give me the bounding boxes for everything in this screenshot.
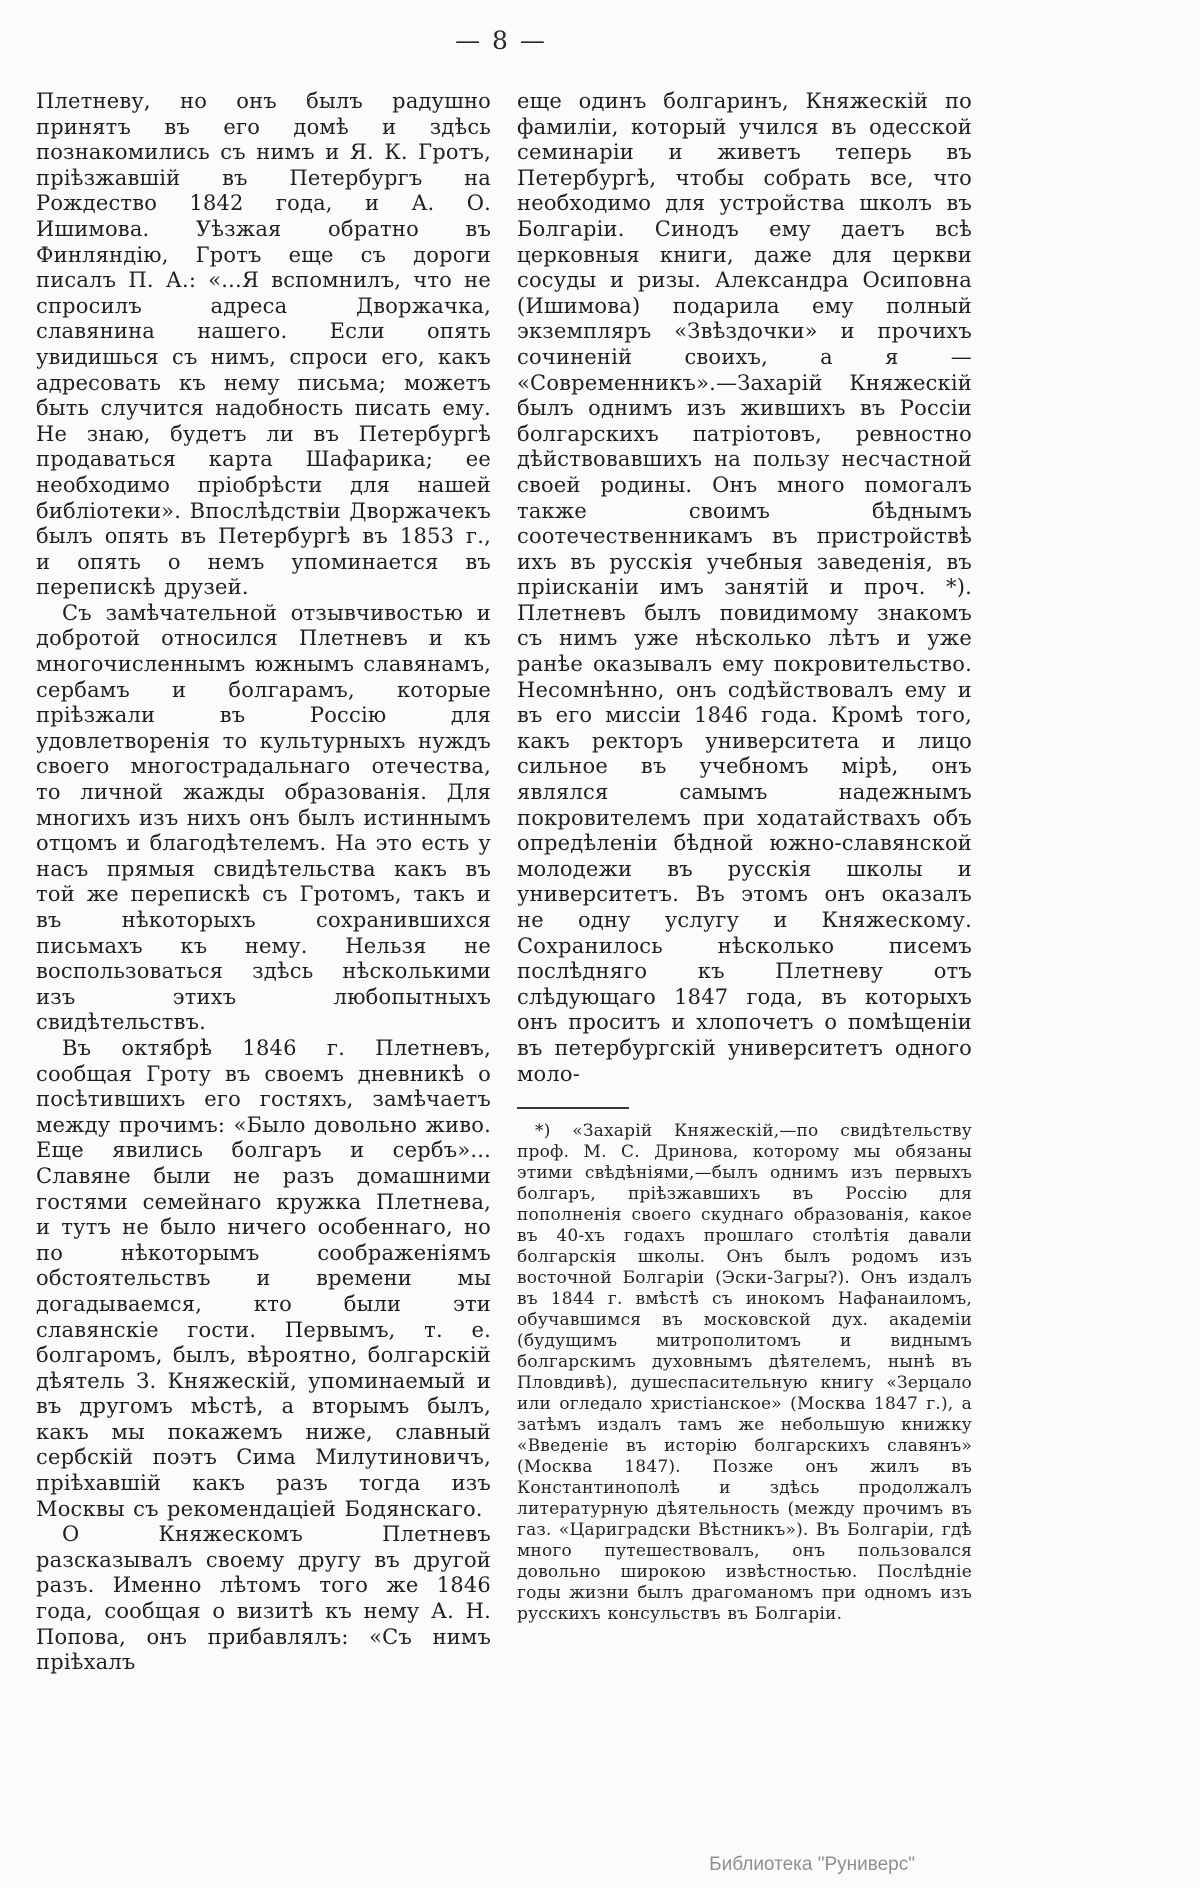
watermark: Библиотека "Руниверс" [709,1854,915,1875]
page-number: — 8 — [455,26,547,55]
left-text-column [36,89,491,1676]
paragraph: О Княжескомъ Плетневъ разсказывалъ своему другу въ другой разъ. Именно лѣтомъ того же 1846 года, сообщая о визитѣ къ нему А. Н. Попова, онъ прибавлялъ: «Съ нимъ пріѣхалъ [36,1522,491,1675]
text-columns [36,89,972,1676]
right-text-column [517,89,972,1676]
footnote-text: *) «Захарій Княжескій,—по свидѣтельству проф. М. С. Дринова, которому мы обязаны этими свѣдѣніями,—былъ однимъ изъ первыхъ болгаръ, пріѣзжавшихъ въ Россію для пополненія своего скуднаго образованія, какое въ 40-хъ годахъ прошлаго столѣтія давали болгарскія школы. Онъ былъ родомъ изъ восточной Болгаріи (Эски-Загры?). Онъ издалъ въ 1844 г. вмѣстѣ съ инокомъ Нафанаиломъ, обучавшимся въ московской дух. академіи (будущимъ митрополитомъ и виднымъ болгарскимъ духовнымъ дѣятелемъ, нынѣ въ Пловдивѣ), душеспасительную книгу «Зерцало или огледало христіанское» (Москва 1847 г.), а затѣмъ издалъ тамъ же небольшую книжку «Введеніе въ исторію болгарскихъ славянъ» (Москва 1847). Позже онъ жилъ въ Константинополѣ и здѣсь продолжалъ литературную дѣятельность (между прочимъ въ газ. «Цариградски Вѣстникъ»). Въ Болгаріи, гдѣ много путешествовалъ, онъ пользовался довольно широкою извѣстностью. Послѣдніе годы жизни былъ драгоманомъ при одномъ изъ русскихъ консульствъ въ Болгаріи. [517,1121,972,1625]
paragraph: Въ октябрѣ 1846 г. Плетневъ, сообщая Гроту въ своемъ дневникѣ о посѣтившихъ его гостяхъ, замѣчаетъ между прочимъ: «Было довольно живо. Еще явились болгаръ и сербъ»... Славяне были не разъ домашними гостями семейнаго кружка Плетнева, и тутъ не было ничего особеннаго, но по нѣкоторымъ соображеніямъ обстоятельствъ и времени мы догадываемся, кто были эти славянскіе гости. Первымъ, т. е. болгаромъ, былъ, вѣроятно, болгарскій дѣятель З. Княжескій, упоминаемый и въ другомъ мѣстѣ, а вторымъ былъ, какъ мы покажемъ ниже, славный сербскій поэтъ Сима Милутиновичъ, пріѣхавшій какъ разъ тогда изъ Москвы съ рекомендаціей Бодянскаго. [36,1035,491,1521]
paragraph: Съ замѣчательной отзывчивостью и добротой относился Плетневъ и къ многочисленнымъ южнымъ славянамъ, сербамъ и болгарамъ, которые пріѣзжали въ Россію для удовлетворенія то культурныхъ нуждъ своего многострадальнаго отечества, то личной жажды образованія. Для многихъ изъ нихъ онъ былъ истиннымъ отцомъ и благодѣтелемъ. На это есть у насъ прямыя свидѣтельства какъ въ той же перепискѣ съ Гротомъ, такъ и въ нѣкоторыхъ сохранившихся письмахъ къ нему. Нельзя не воспользоваться здѣсь нѣсколькими изъ этихъ любопытныхъ свидѣтельствъ. [36,600,491,1035]
footnote-separator [517,1107,629,1109]
paragraph-continuation: еще одинъ болгаринъ, Княжескій по фамиліи, который учился въ одесской семинаріи и живетъ теперь въ Петербургѣ, чтобы собрать все, что необходимо для устройства школъ въ Болгаріи. Синодъ ему даетъ всѣ церковныя книги, даже для церкви сосуды и ризы. Александра Осиповна (Ишимова) подарила ему полный экземпляръ «Звѣздочки» и прочихъ сочиненій своихъ, а я — «Современникъ».—Захарій Княжескій былъ однимъ изъ жившихъ въ Россіи болгарскихъ патріотовъ, ревностно дѣйствовавшихъ на пользу несчастной своей родины. Онъ много помогалъ также своимъ бѣднымъ соотечественникамъ въ пристройствѣ ихъ въ русскія учебныя заведенія, въ пріисканіи имъ занятій и проч. *). Плетневъ былъ повидимому знакомъ съ нимъ уже нѣсколько лѣтъ и уже ранѣе оказывалъ ему покровительство. Несомнѣнно, онъ содѣйствовалъ ему и въ его миссіи 1846 года. Кромѣ того, какъ ректоръ университета и лицо сильное въ учебномъ мірѣ, онъ являлся самымъ надежнымъ покровителемъ при ходатайствахъ объ опредѣленіи бѣдной южно-славянской молодежи въ русскія школы и университетъ. Въ этомъ онъ оказалъ не одну услугу и Княжескому. Сохранилось нѣсколько писемъ послѣдняго къ Плетневу отъ слѣдующаго 1847 года, въ которыхъ онъ проситъ и хлопочетъ о помѣщеніи въ петербургскій университетъ одного моло- [517,89,972,1086]
paragraph-continuation: Плетневу, но онъ былъ радушно принятъ въ его домѣ и здѣсь познакомились съ нимъ и Я. К. Гротъ, пріѣзжавшій въ Петербургъ на Рождество 1842 года, и А. О. Ишимова. Уѣзжая обратно въ Финляндію, Гротъ еще съ дороги писалъ П. А.: «...Я вспомнилъ, что не спросилъ адреса Дворжачка, славянина нашего. Если опять увидишься съ нимъ, спроси его, какъ адресовать къ нему письма; можетъ быть случится надобность писать ему. Не знаю, будетъ ли въ Петербургѣ продаваться карта Шафарика; ее необходимо пріобрѣсти для нашей библіотеки». Впослѣдствіи Дворжачекъ былъ опять въ Петербургѣ въ 1853 г., и опять о немъ упоминается въ перепискѣ друзей. [36,89,491,600]
